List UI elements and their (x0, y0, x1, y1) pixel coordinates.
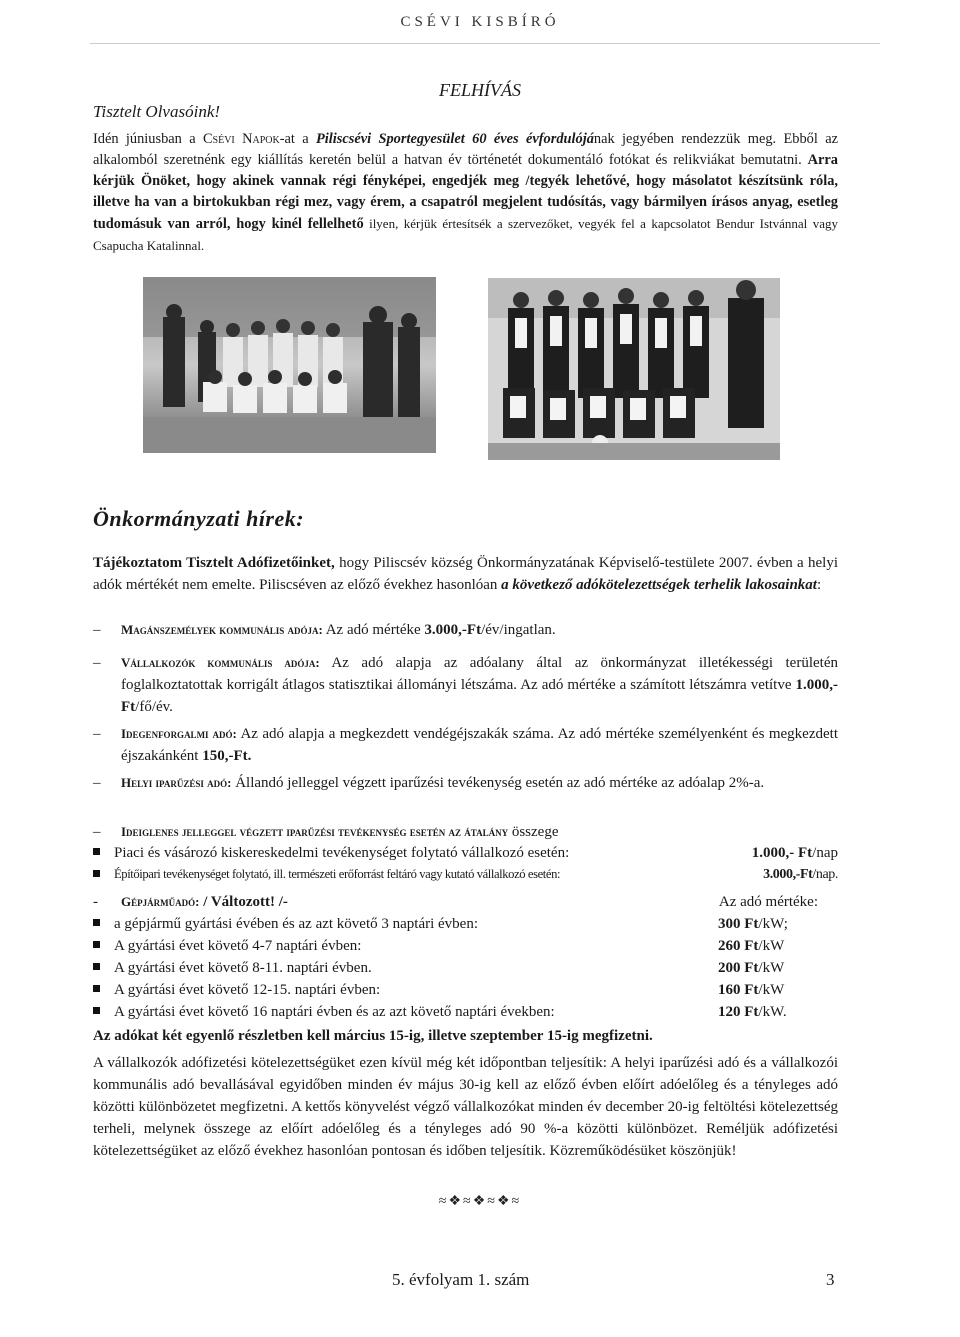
vehicle-tax-row (93, 1004, 838, 1024)
bullet-icon (93, 919, 100, 926)
closing-paragraph: A vállalkozók adófizetési kötelezettségüket ezen kívül még két időpontban teljesítik: A helyi iparűzési adó és a vállalkozói kommunális adó bevallásával egyidőben minden év május 30-ig kell az előző évben előírt adóelőleg és a tényleges adó közötti különbözetet megfizetni. A kettős könyvelést végző vállalkozókat minden év december 20-ig feltöltési kötelezettség terheli, melynek összege az előírt adóelőleg és a tényleges adó 90 %-a közötti különbözet. Reméljük adófizetési kötelezettségüket az előző évekhez hasonlóan pontosan és időben teljesítik. Közreműködésüket köszönjük! (93, 1055, 838, 1159)
bullet-icon (93, 870, 100, 877)
vehicle-tax-label: A gyártási évet követő 12-15. naptári évben: (114, 982, 381, 998)
vehicle-tax-value: 120 Ft/kW. (718, 1004, 787, 1020)
bullet-icon (93, 963, 100, 970)
tax-item-3: – Idegenforgalmi adó: Az adó alapja a megkezdett vendégéjszakák száma. Az adó mértéke személyenként és megkezdett éjszakánként 150,-Ft. (93, 726, 838, 764)
bullet-icon (93, 848, 100, 855)
vehicle-tax-label: a gépjármű gyártási évében és az azt követő 3 naptári évben: (114, 916, 479, 932)
page-header: CSÉVI KISBÍRÓ (400, 14, 560, 30)
bullet-icon (93, 1007, 100, 1014)
vehicle-tax-label: A gyártási évet követő 8-11. naptári évben. (114, 960, 372, 976)
vehicle-tax-row (93, 916, 838, 936)
payment-deadline: Az adókat két egyenlő részletben kell március 15-ig, illetve szeptember 15-ig megfizetni. (93, 1028, 653, 1044)
vehicle-tax-value: 160 Ft/kW (718, 982, 785, 998)
ornament-divider: ≈❖≈❖≈❖≈ (438, 1194, 522, 1209)
notice-title: FELHÍVÁS (439, 80, 521, 100)
team-photo-left (143, 277, 436, 453)
vehicle-tax-row (93, 938, 838, 958)
vehicle-tax-value: 300 Ft/kW; (718, 916, 788, 932)
section-title: Önkormányzati hírek: (93, 506, 305, 531)
footer-page-number: 3 (826, 1270, 835, 1289)
bullet-icon (93, 985, 100, 992)
header-divider (90, 43, 880, 44)
vehicle-tax-label: A gyártási évet követő 4-7 naptári évben: (114, 938, 362, 954)
tax-item-4: – Helyi iparűzési adó: Állandó jelleggel végzett iparűzési tevékenység esetén az adó mértéke az adóalap 2%-a. (93, 775, 765, 791)
team-photo-right (488, 278, 780, 460)
vehicle-tax-value: 200 Ft/kW (718, 960, 785, 976)
tax-item-5: – Ideiglenes jelleggel végzett iparűzési tevékenység esetén az átalány összege (93, 824, 559, 840)
tax-item-6: - Gépjárműadó: / Változott! /- Az adó mértéke: (93, 894, 818, 910)
tax-item-1: – Magánszemélyek kommunális adója: Az adó mértéke 3.000,-Ft/év/ingatlan. (93, 622, 556, 638)
vehicle-tax-value: 260 Ft/kW (718, 938, 785, 954)
intro-paragraph: Tájékoztatom Tisztelt Adófizetőinket, hogy Piliscsév község Önkormányzatának Képviselő-testülete 2007. évben a helyi adók mértékét nem emelte. Piliscséven az előző évekhez hasonlóan a következő adókötelezettségek terhelik lakosainkat: (93, 555, 838, 593)
tax-5-row-2: Építőipari tevékenységet folytató, ill. természeti erőforrást feltáró vagy kutató vállalkozó esetén: 3.000,-Ft/nap. (93, 867, 838, 887)
tax-5-row-1: Piaci és vásározó kiskereskedelmi tevékenységet folytató vállalkozó esetén: 1.000,- Ft/nap (93, 845, 838, 865)
notice-greeting: Tisztelt Olvasóink! (93, 102, 221, 121)
bullet-icon (93, 941, 100, 948)
vehicle-tax-row (93, 982, 838, 1002)
footer-issue: 5. évfolyam 1. szám (392, 1270, 530, 1289)
notice-paragraph: Idén júniusban a Csévi Napok-at a Piliscsévi Sportegyesület 60 éves évfordulójának jegyében rendezzük meg. Ebből az alkalomból szeretnénk egy kiállítás keretén belül a hatvan év történetét dokumentáló fotókat és relikviákat bemutatni. Arra kérjük Önöket, hogy akinek vannak régi fényképei, engedjék meg /tegyék lehetővé, hogy másolatot készítsünk róla, illetve ha van a birtokukban régi mez, vagy érem, a csapatról megjelent tudósítás, vagy bármilyen írásos anyag, esetleg tudomásuk van arról, hogy kinél fellelhető ilyen, kérjük értesítsék a szervezőket, vegyék fel a kapcsolatot Bendur Istvánnal vagy Csapucha Katalinnal. (93, 131, 838, 253)
tax-item-2: – Vállalkozók kommunális adója: Az adó alapja az adóalany által az önkormányzat illetékességi területén foglalkoztatottak korrigált átlagos statisztikai állományi létszáma. Az adó mértéke a számított létszámra vetítve 1.000,-Ft/fő/év. (93, 655, 838, 715)
vehicle-tax-label: A gyártási évet követő 16 naptári évben és az azt követő naptári években: (114, 1004, 555, 1020)
vehicle-tax-row (93, 960, 838, 980)
